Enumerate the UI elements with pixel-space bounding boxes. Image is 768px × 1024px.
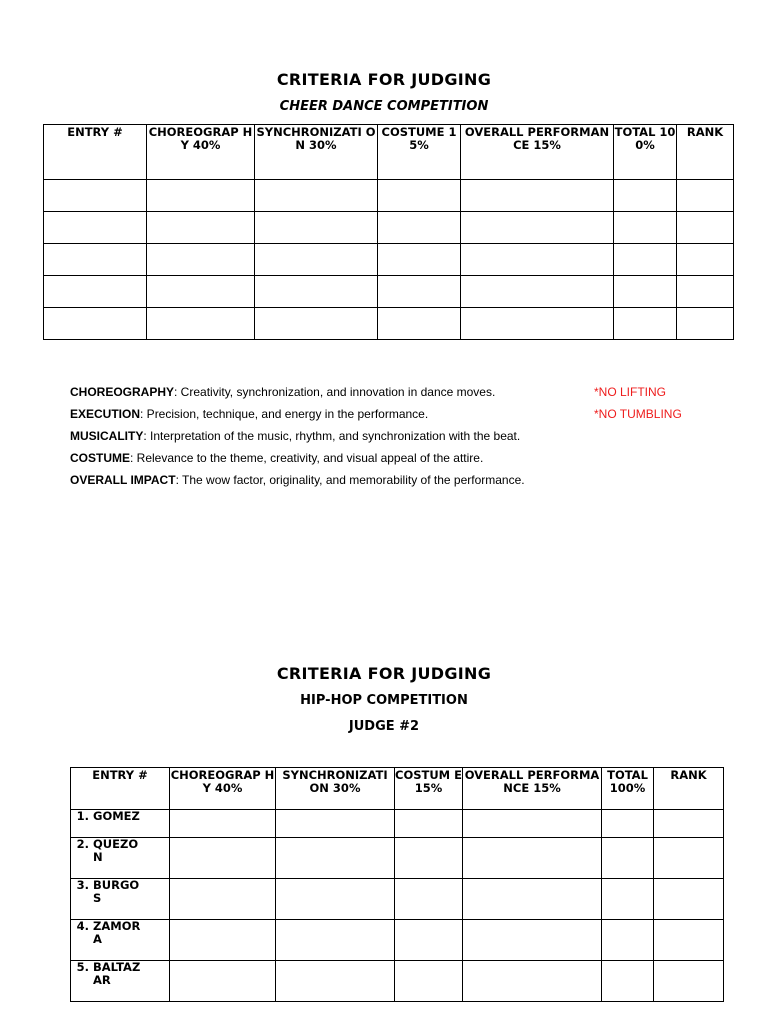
section2-title: CRITERIA FOR JUDGING [276, 664, 492, 683]
entry-name: QUEZON [93, 837, 139, 864]
entry-cell [71, 879, 170, 920]
score-cell[interactable] [461, 244, 614, 276]
score-cell[interactable] [614, 180, 677, 212]
score-cell[interactable] [602, 810, 654, 838]
score-cell[interactable] [147, 212, 255, 244]
score-cell[interactable] [602, 961, 654, 1002]
rule-no-lifting: *NO LIFTING [594, 385, 667, 399]
criteria-term: MUSICALITY [70, 429, 144, 443]
score-cell[interactable] [44, 308, 147, 340]
score-cell[interactable] [395, 810, 463, 838]
cheer-dance-score-table [43, 124, 734, 340]
hip-hop-score-table [70, 767, 724, 1002]
entry-name: GOMEZ [93, 809, 140, 823]
table-row [44, 180, 734, 212]
criteria-desc: : Relevance to the theme, creativity, and visual appeal of the attire. [130, 451, 484, 465]
score-cell[interactable] [654, 961, 724, 1002]
criteria-item [70, 384, 670, 406]
entry-cell [71, 920, 170, 961]
score-cell[interactable] [255, 244, 378, 276]
score-cell[interactable] [602, 879, 654, 920]
score-cell[interactable] [255, 276, 378, 308]
entry-name: BALTAZAR [93, 960, 141, 987]
score-cell[interactable] [147, 308, 255, 340]
col-header-entry: ENTRY # [44, 125, 147, 180]
score-cell[interactable] [255, 308, 378, 340]
entry-cell [71, 810, 170, 838]
score-cell[interactable] [378, 276, 461, 308]
judge-label: JUDGE #2 [348, 719, 420, 734]
score-cell[interactable] [147, 276, 255, 308]
score-cell[interactable] [677, 244, 734, 276]
col-header-overall-performance: OVERALL PERFORMANCE 15% [461, 125, 614, 180]
score-cell[interactable] [276, 879, 395, 920]
score-cell[interactable] [461, 180, 614, 212]
score-cell[interactable] [614, 308, 677, 340]
score-cell[interactable] [44, 180, 147, 212]
score-cell[interactable] [654, 810, 724, 838]
criteria-desc: : Creativity, synchronization, and innovation in dance moves. [174, 385, 496, 399]
score-cell[interactable] [654, 838, 724, 879]
score-cell[interactable] [677, 308, 734, 340]
score-cell[interactable] [677, 212, 734, 244]
score-cell[interactable] [395, 920, 463, 961]
score-cell[interactable] [602, 920, 654, 961]
col-header-entry: ENTRY # [71, 768, 170, 810]
section1-subtitle: CHEER DANCE COMPETITION [279, 99, 489, 114]
criteria-item [70, 472, 670, 494]
score-cell[interactable] [255, 180, 378, 212]
score-cell[interactable] [147, 180, 255, 212]
criteria-desc: : The wow factor, originality, and memorability of the performance. [175, 473, 525, 487]
entry-cell [71, 838, 170, 879]
col-header-rank: RANK [677, 125, 734, 180]
criteria-item [70, 450, 670, 472]
table-row [44, 212, 734, 244]
score-cell[interactable] [463, 961, 602, 1002]
table-row [71, 961, 724, 1002]
score-cell[interactable] [395, 879, 463, 920]
score-cell[interactable] [395, 838, 463, 879]
criteria-term: OVERALL IMPACT [70, 473, 176, 487]
col-header-costume: COSTUM E 15% [395, 768, 463, 810]
criteria-descriptions [70, 384, 670, 494]
score-cell[interactable] [614, 212, 677, 244]
score-cell[interactable] [395, 961, 463, 1002]
score-cell[interactable] [255, 212, 378, 244]
entry-number: 2. [76, 837, 89, 851]
score-cell[interactable] [378, 212, 461, 244]
entry-number: 4. [76, 919, 89, 933]
score-cell[interactable] [461, 308, 614, 340]
col-header-rank: RANK [654, 768, 724, 810]
col-header-choreography: CHOREOGRAP HY 40% [147, 125, 255, 180]
table-row [44, 244, 734, 276]
score-cell[interactable] [602, 838, 654, 879]
score-cell[interactable] [276, 838, 395, 879]
entry-name: ZAMORA [93, 919, 141, 946]
rule-no-tumbling: *NO TUMBLING [594, 407, 682, 421]
score-cell[interactable] [276, 961, 395, 1002]
col-header-total: TOTAL 100% [602, 768, 654, 810]
score-cell[interactable] [44, 276, 147, 308]
score-cell[interactable] [378, 244, 461, 276]
entry-name: BURGOS [93, 878, 140, 905]
score-cell[interactable] [378, 308, 461, 340]
score-cell[interactable] [463, 879, 602, 920]
score-cell[interactable] [170, 838, 276, 879]
score-cell[interactable] [677, 180, 734, 212]
entry-cell [71, 961, 170, 1002]
score-cell[interactable] [461, 276, 614, 308]
table-header-row [71, 768, 724, 810]
table-row [71, 920, 724, 961]
criteria-term: EXECUTION [70, 407, 141, 421]
score-cell[interactable] [677, 276, 734, 308]
score-cell[interactable] [170, 920, 276, 961]
entry-number: 5. [76, 960, 89, 974]
score-cell[interactable] [614, 244, 677, 276]
criteria-desc: : Interpretation of the music, rhythm, and synchronization with the beat. [143, 429, 521, 443]
score-cell[interactable] [44, 244, 147, 276]
section1-title: CRITERIA FOR JUDGING [276, 70, 492, 89]
criteria-item [70, 406, 670, 428]
table-row [44, 308, 734, 340]
section2-subtitle: HIP-HOP COMPETITION [300, 693, 468, 708]
col-header-overall-performance: OVERALL PERFORMANCE 15% [463, 768, 602, 810]
criteria-item [70, 428, 670, 450]
score-cell[interactable] [276, 920, 395, 961]
table-header-row [44, 125, 734, 180]
score-cell[interactable] [276, 810, 395, 838]
col-header-total: TOTAL 100% [614, 125, 677, 180]
score-cell[interactable] [147, 244, 255, 276]
score-cell[interactable] [463, 920, 602, 961]
score-cell[interactable] [378, 180, 461, 212]
score-cell[interactable] [654, 920, 724, 961]
col-header-synchronization: SYNCHRONIZATI ON 30% [255, 125, 378, 180]
score-cell[interactable] [654, 879, 724, 920]
score-cell[interactable] [463, 810, 602, 838]
col-header-choreography: CHOREOGRAP HY 40% [170, 768, 276, 810]
criteria-desc: : Precision, technique, and energy in the performance. [140, 407, 429, 421]
score-cell[interactable] [170, 961, 276, 1002]
table-row [71, 838, 724, 879]
table-row [71, 810, 724, 838]
rules-notes [594, 384, 682, 428]
entry-number: 1. [76, 809, 89, 823]
table-row [44, 276, 734, 308]
score-cell[interactable] [44, 212, 147, 244]
col-header-synchronization: SYNCHRONIZATI ON 30% [276, 768, 395, 810]
table-row [71, 879, 724, 920]
score-cell[interactable] [463, 838, 602, 879]
score-cell[interactable] [461, 212, 614, 244]
col-header-costume: COSTUME 15% [378, 125, 461, 180]
score-cell[interactable] [170, 810, 276, 838]
criteria-term: CHOREOGRAPHY [70, 385, 175, 399]
entry-number: 3. [76, 878, 89, 892]
score-cell[interactable] [614, 276, 677, 308]
criteria-term: COSTUME [70, 451, 130, 465]
score-cell[interactable] [170, 879, 276, 920]
